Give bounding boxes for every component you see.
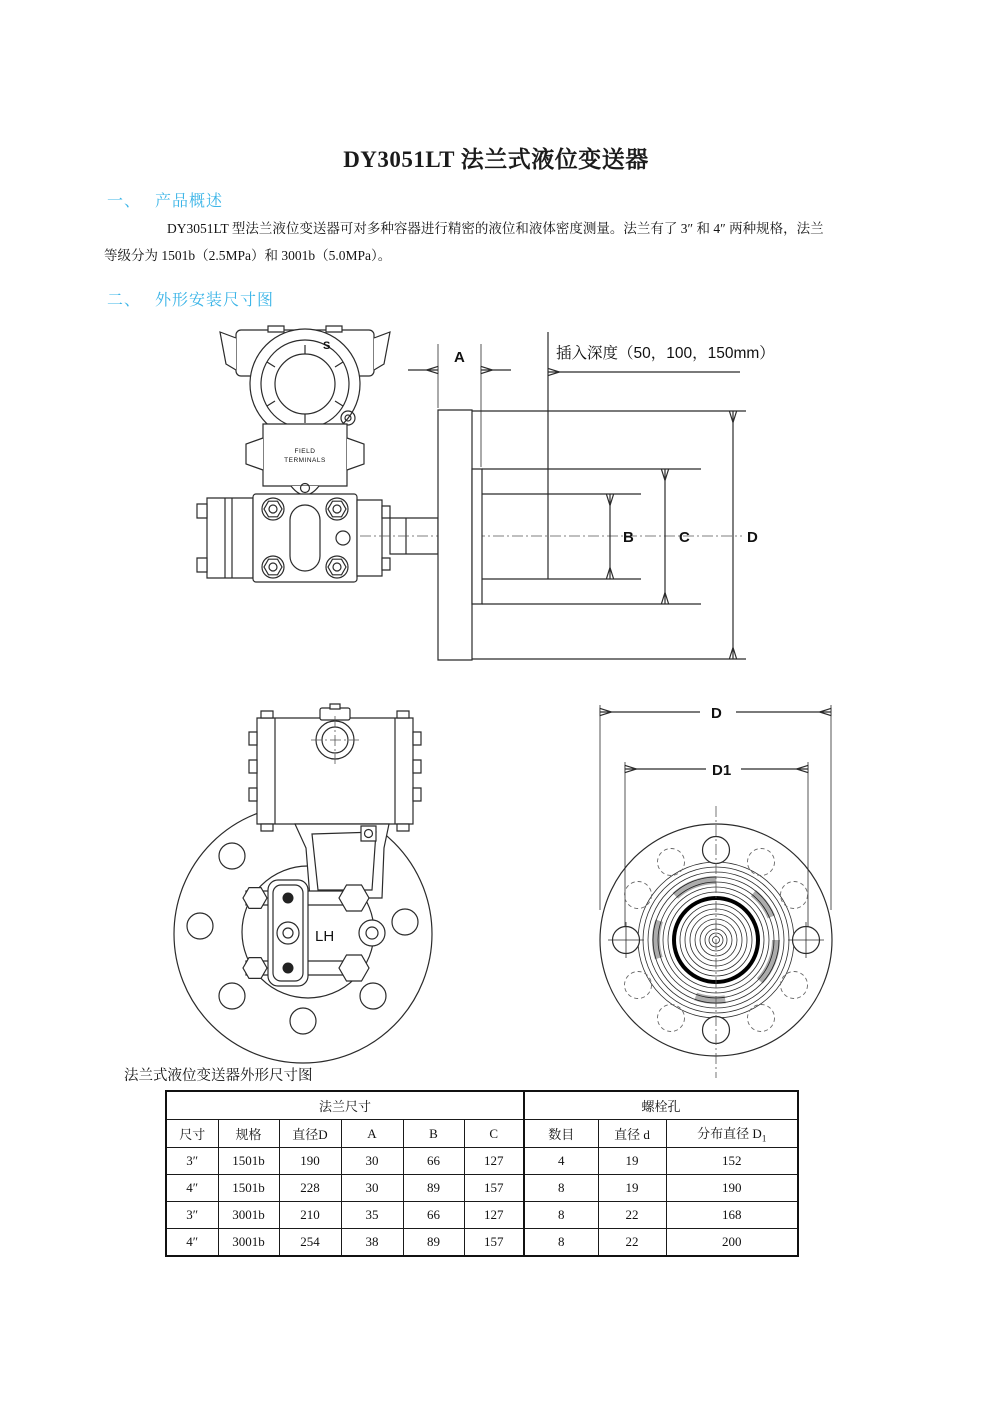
dimension-insertion-depth [548, 343, 775, 372]
dimension-c [665, 469, 690, 604]
col-header-c: C [464, 1120, 524, 1148]
overview-paragraph-line-2: 等级分为 1501b（2.5MPa）和 3001b（5.0MPa）。 [104, 248, 392, 263]
manifold [243, 880, 385, 986]
side-view-svg [180, 312, 840, 692]
transmitter-neck [246, 424, 364, 495]
flange-spec-table [165, 1090, 799, 1257]
group-header-bolt-holes: 螺栓孔 [524, 1091, 798, 1120]
flange-section [438, 332, 746, 660]
flange-face-drawing [578, 688, 878, 1080]
overview-paragraph-line-1: DY3051LT 型法兰液位变送器可对多种容器进行精密的液位和液体密度测量。法兰有了 3″ 和 4″ 两种规格，法兰 [167, 221, 824, 236]
lh-marking: LH [315, 928, 335, 945]
col-header-size: 尺寸 [166, 1120, 218, 1148]
col-header-b: B [403, 1120, 464, 1148]
dim-label-a: A [454, 349, 465, 366]
col-header-spec: 规格 [218, 1120, 279, 1148]
dim-label-d: D [711, 705, 722, 722]
col-header-bolt-diameter: 直径 d [598, 1120, 666, 1148]
col-header-a: A [341, 1120, 403, 1148]
col-header-diameter-d: 直径D [279, 1120, 341, 1148]
section-dimensions-title: 外形安装尺寸图 [155, 292, 275, 309]
section-dimensions-number: 二、 [107, 292, 142, 309]
front-view-svg [158, 702, 478, 1064]
flange-face-svg [578, 688, 878, 1080]
dim-label-d1: D1 [712, 762, 732, 779]
section-overview-heading [107, 188, 223, 211]
mounting-bracket [295, 824, 389, 898]
dimension-d [733, 411, 758, 659]
transmitter-head [220, 326, 390, 439]
housing [249, 704, 421, 831]
head-s-marking: S [323, 340, 331, 352]
table-caption: 法兰式液位变送器外形尺寸图 [124, 1068, 313, 1084]
table-row: 4″ 3001b 254 38 89 157 8 22 200 [166, 1229, 798, 1257]
transmitter-body [197, 494, 438, 582]
group-header-flange-size: 法兰尺寸 [166, 1091, 524, 1120]
page-title: DY3051LT 法兰式液位变送器 [343, 147, 649, 172]
insertion-depth-label: 插入深度（50，100，150mm） [556, 345, 775, 362]
field-terminals-line1: FIELD [294, 448, 316, 455]
table-row: 3″ 1501b 190 30 66 127 4 19 152 [166, 1148, 798, 1175]
dimension-b [610, 494, 634, 579]
section-overview-number: 一、 [107, 193, 142, 210]
section-dimensions-heading [107, 287, 274, 310]
col-header-count: 数目 [524, 1120, 598, 1148]
col-header-pitch-diameter: 分布直径 $D_1$ [666, 1120, 798, 1148]
table-row: 4″ 1501b 228 30 89 157 8 19 190 [166, 1175, 798, 1202]
dim-label-b: B [623, 529, 634, 546]
front-view-drawing [158, 702, 478, 1064]
section-overview-title: 产品概述 [155, 193, 224, 210]
side-view-drawing [180, 312, 840, 692]
dim-label-d: D [747, 529, 758, 546]
dim-label-c: C [679, 529, 690, 546]
field-terminals-line2: TERMINALS [284, 457, 326, 464]
table-row: 3″ 3001b 210 35 66 127 8 22 168 [166, 1202, 798, 1229]
